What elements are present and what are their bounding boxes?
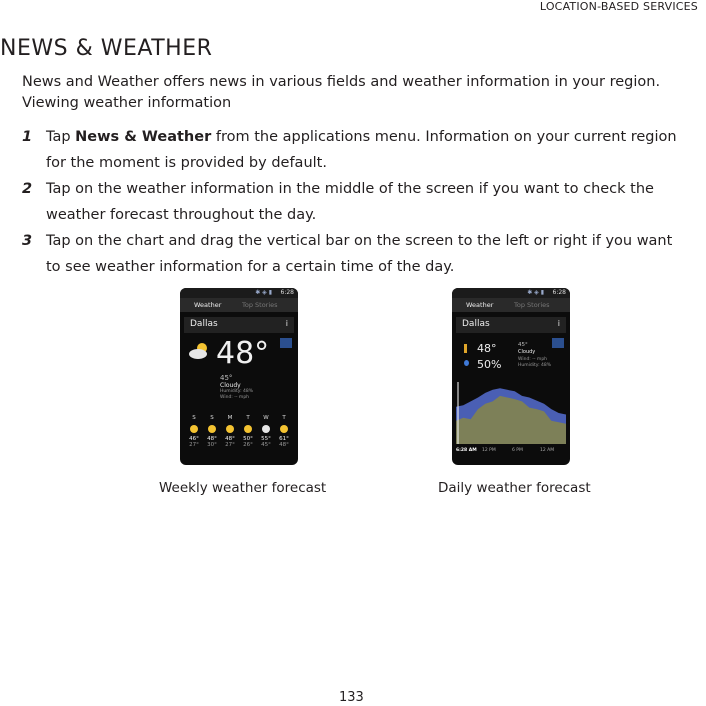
weather-condition: Cloudy xyxy=(220,382,241,389)
step-1 xyxy=(22,124,682,176)
daily-screenshot xyxy=(452,288,570,465)
caption-weekly: Weekly weather forecast xyxy=(159,480,327,496)
step-text: from the applications menu. Information on your current region for the moment is provided by default. xyxy=(46,129,677,171)
city-name: Dallas xyxy=(190,319,218,329)
cloud-icon xyxy=(262,425,270,433)
forecast-day[interactable] xyxy=(222,415,238,448)
status-bar xyxy=(180,288,298,298)
status-time: 6:28 xyxy=(280,289,294,296)
sun-icon xyxy=(190,425,198,433)
day-label: W xyxy=(263,415,269,421)
day-label: S xyxy=(210,415,214,421)
forecast-day[interactable] xyxy=(204,415,220,448)
forecast-day[interactable] xyxy=(276,415,292,448)
high-temp: 48° xyxy=(207,436,217,442)
info-icon[interactable]: i xyxy=(285,319,288,328)
city-bar[interactable] xyxy=(184,317,294,333)
weekly-screenshot xyxy=(180,288,298,465)
low-temp: 27° xyxy=(189,442,199,448)
forecast-day[interactable] xyxy=(258,415,274,448)
tab-bar xyxy=(452,298,570,312)
current-humidity: 50% xyxy=(477,358,502,371)
low-temp: 27° xyxy=(225,442,235,448)
high-temp: 48° xyxy=(225,436,235,442)
radar-map-icon[interactable] xyxy=(280,338,292,348)
time-label: 12 PM xyxy=(482,448,496,453)
time-label: 6:28 AM xyxy=(456,448,477,453)
city-name: Dallas xyxy=(462,319,490,329)
step-number: 2 xyxy=(22,181,33,197)
wind-text: Wind: -- mph xyxy=(220,395,250,400)
current-temperature: 48° xyxy=(216,336,270,371)
forecast-day[interactable] xyxy=(186,415,202,448)
low-temp: 45° xyxy=(261,442,271,448)
page-title: NEWS & WEATHER xyxy=(0,36,213,61)
tab-weather[interactable]: Weather xyxy=(466,301,494,309)
day-label: T xyxy=(282,415,286,421)
high-temp: 50° xyxy=(243,436,253,442)
step-3 xyxy=(22,228,682,280)
forecast-day[interactable] xyxy=(240,415,256,448)
tab-top-stories[interactable]: Top Stories xyxy=(514,301,550,309)
daily-forecast-chart[interactable] xyxy=(456,382,566,444)
status-time: 6:28 xyxy=(552,289,566,296)
time-label: 12 AM xyxy=(540,448,555,453)
intro-paragraph xyxy=(22,72,660,114)
page-number: 133 xyxy=(339,690,364,705)
humidity-text: Humidity: 48% xyxy=(220,389,254,394)
day-label: S xyxy=(192,415,196,421)
partly-cloudy-icon xyxy=(188,342,212,360)
wind-text: Wind: -- mph xyxy=(518,357,548,362)
humidity-text: Humidity: 48% xyxy=(518,363,552,368)
sun-icon xyxy=(280,425,288,433)
day-label: T xyxy=(246,415,250,421)
radar-map-icon[interactable] xyxy=(552,338,564,348)
current-temperature: 48° xyxy=(477,342,497,355)
tab-top-stories[interactable]: Top Stories xyxy=(242,301,278,309)
low-temperature: 45° xyxy=(518,342,528,348)
step-text: Tap on the weather information in the middle of the screen if you want to check the weather forecast throughout the day. xyxy=(46,181,654,223)
subheading: Viewing weather information xyxy=(22,95,232,111)
weekly-forecast-row xyxy=(186,415,292,448)
low-temp: 30° xyxy=(207,442,217,448)
step-2 xyxy=(22,176,682,228)
low-temp: 26° xyxy=(243,442,253,448)
low-temp: 48° xyxy=(279,442,289,448)
section-header: LOCATION-BASED SERVICES xyxy=(539,0,698,13)
tab-weather[interactable]: Weather xyxy=(194,301,222,309)
day-label: M xyxy=(227,415,233,421)
high-temp: 55° xyxy=(261,436,271,442)
tab-bar xyxy=(180,298,298,312)
step-number: 1 xyxy=(22,129,33,145)
thermometer-icon xyxy=(464,344,467,353)
info-icon[interactable]: i xyxy=(557,319,560,328)
status-bar xyxy=(452,288,570,298)
weather-condition: Cloudy xyxy=(518,349,536,355)
step-number: 3 xyxy=(22,233,33,249)
time-label: 6 PM xyxy=(512,448,523,453)
status-icons: ✱ ◈ ▮ xyxy=(255,289,272,296)
step-text: Tap on the chart and drag the vertical bar on the screen to the left or right if you want to see weather information for a certain time of the day. xyxy=(46,233,673,275)
humidity-drop-icon xyxy=(464,360,469,366)
step-text-prefix: Tap xyxy=(46,129,76,145)
high-temp: 61° xyxy=(279,436,289,442)
sun-icon xyxy=(226,425,234,433)
intro-line: News and Weather offers news in various fields and weather information in your region. xyxy=(22,74,661,90)
high-temp: 46° xyxy=(189,436,199,442)
sun-icon xyxy=(244,425,252,433)
app-name: News & Weather xyxy=(75,129,212,145)
status-icons: ✱ ◈ ▮ xyxy=(527,289,544,296)
city-bar[interactable] xyxy=(456,317,566,333)
time-axis xyxy=(456,448,566,456)
sun-icon xyxy=(208,425,216,433)
steps-list xyxy=(22,124,682,280)
low-temperature: 45° xyxy=(220,374,233,382)
caption-daily: Daily weather forecast xyxy=(438,480,591,496)
